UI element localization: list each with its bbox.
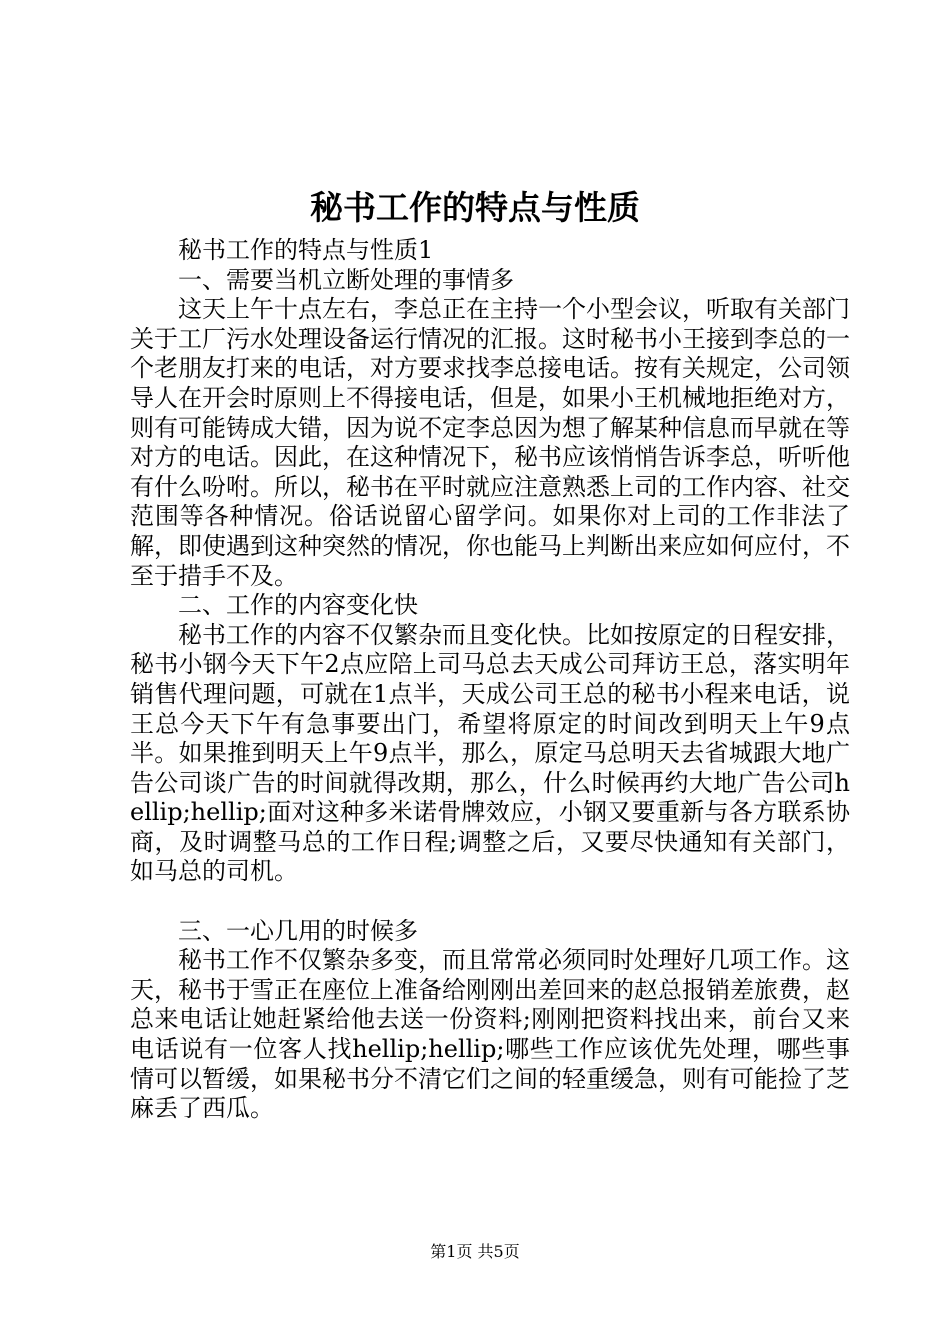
section-heading-2: 二、工作的内容变化快 <box>178 591 418 620</box>
page-title: 秘书工作的特点与性质 <box>310 188 640 227</box>
page-footer: 第1页 共5页 <box>430 1242 520 1261</box>
paragraph-3: 秘书工作不仅繁杂多变，而且常常必须同时处理好几项工作。这天，秘书于雪正在座位上准备给刚刚出差回来的赵总报销差旅费，赵总来电话让她赶紧给他去送一份资料;刚刚把资料找出来，前台又来电话说有一位客人找hellip;hellip;哪些工作应该优先处理，哪些事情可以暂缓，如果秘书分不清它们之间的轻重缓急，则有可能捡了芝麻丢了西瓜。 <box>130 946 850 1123</box>
document-body <box>130 236 850 1124</box>
paragraph-heading: 秘书工作的特点与性质1 <box>178 236 434 264</box>
section-heading-1: 一、需要当机立断处理的事情多 <box>178 265 514 294</box>
paragraph-2: 秘书工作的内容不仅繁杂而且变化快。比如按原定的日程安排，秘书小钢今天下午2点应陪上司马总去天成公司拜访王总，落实明年销售代理问题，可就在1点半，天成公司王总的秘书小程来电话，说王总今天下午有急事要出门，希望将原定的时间改到明天上午9点半。如果推到明天上午9点半，那么，原定马总明天去省城跟大地广告公司谈广告的时间就得改期，那么，什么时候再约大地广告公司hellip;hellip;面对这种多米诺骨牌效应，小钢又要重新与各方联系协商，及时调整马总的工作日程;调整之后，又要尽快通知有关部门，如马总的司机。 <box>130 620 850 886</box>
section-heading-3: 三、一心几用的时候多 <box>178 916 418 945</box>
paragraph-1: 这天上午十点左右，李总正在主持一个小型会议，听取有关部门关于工厂污水处理设备运行情况的汇报。这时秘书小王接到李总的一个老朋友打来的电话，对方要求找李总接电话。按有关规定，公司领导人在开会时原则上不得接电话，但是，如果小王机械地拒绝对方，则有可能铸成大错，因为说不定李总因为想了解某种信息而早就在等对方的电话。因此，在这种情况下，秘书应该悄悄告诉李总，听听他有什么吩咐。所以，秘书在平时就应注意熟悉上司的工作内容、社交范围等各种情况。俗话说留心留学问。如果你对上司的工作非法了解，即使遇到这种突然的情况，你也能马上判断出来应如何应付，不至于措手不及。 <box>130 295 850 590</box>
